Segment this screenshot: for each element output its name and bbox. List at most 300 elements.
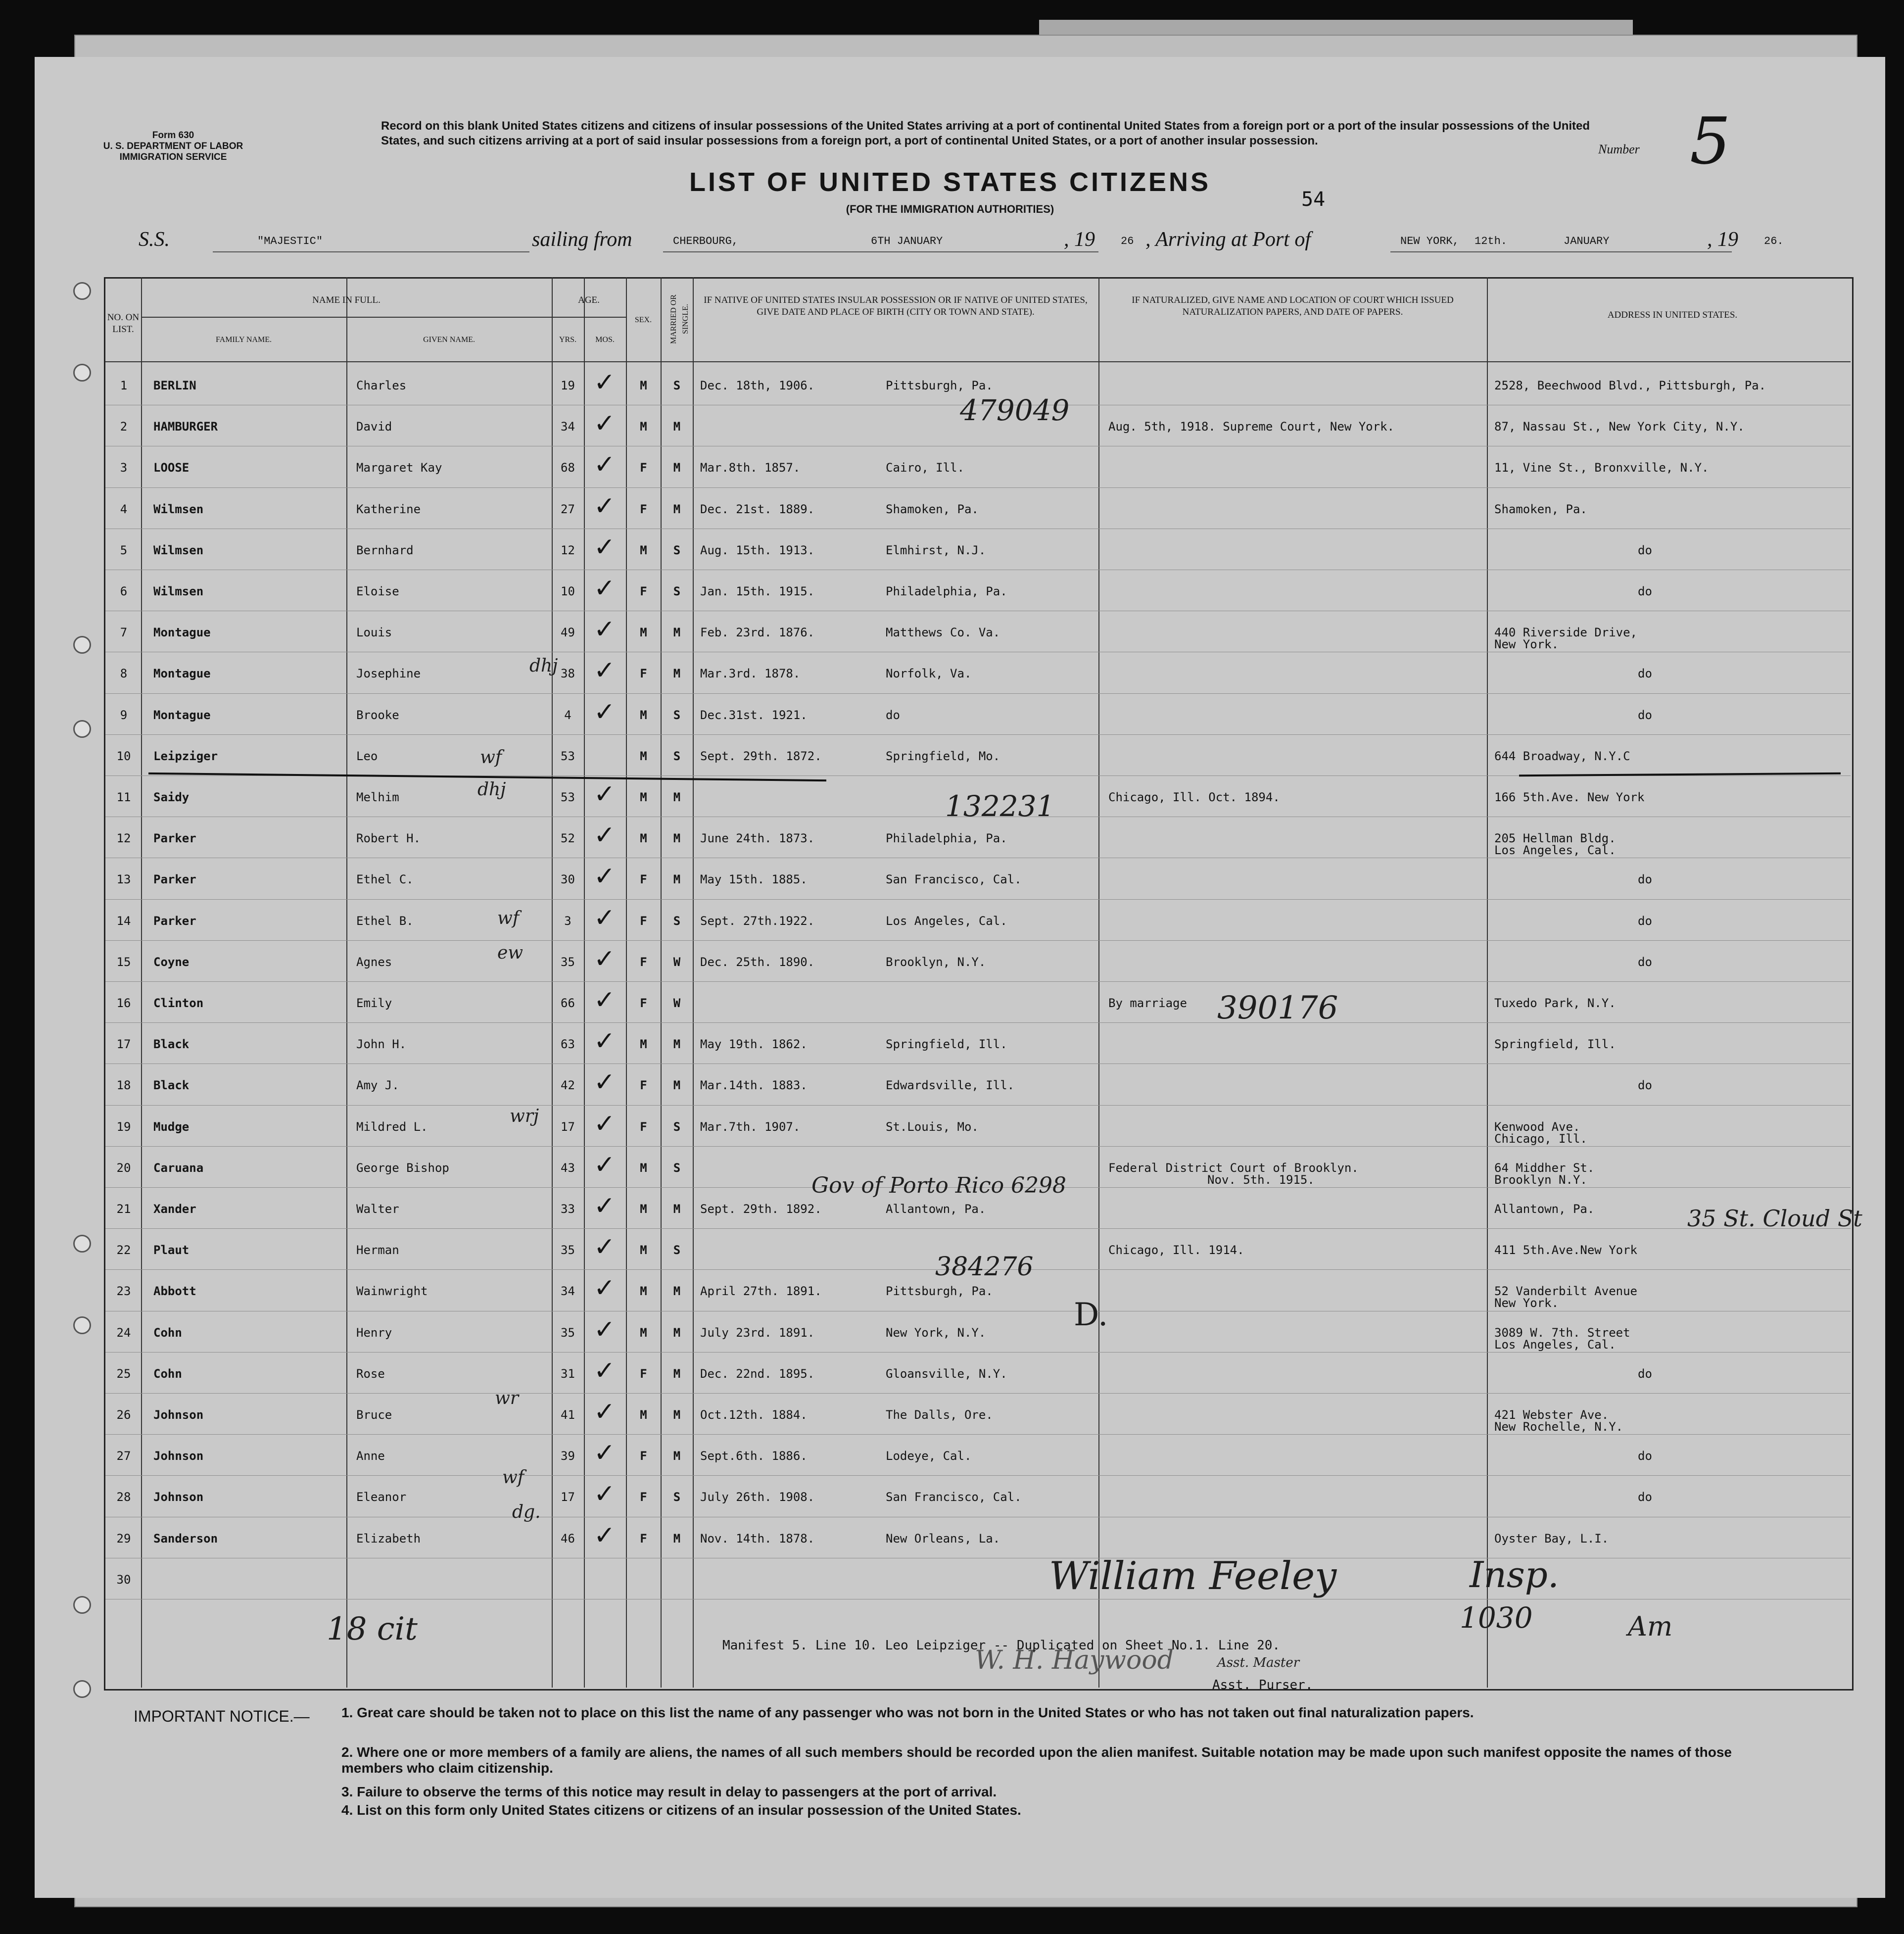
birth-place: San Francisco, Cal.	[886, 872, 1022, 887]
row-number: 21	[116, 1202, 131, 1216]
manifest-note: Manifest 5. Line 10. Leo Leipziger -- Duplicated on Sheet No.1. Line 20.	[722, 1638, 1281, 1653]
birth-place: New York, N.Y.	[886, 1325, 986, 1340]
check-mark-icon: ✓	[594, 368, 616, 397]
sex: M	[640, 790, 647, 804]
birth-date: April 27th. 1891.	[700, 1284, 822, 1299]
check-mark-icon: ✓	[594, 862, 616, 892]
inspector-signature: William Feeley	[1049, 1554, 1337, 1598]
row-number: 17	[116, 1037, 131, 1052]
family-name: Mudge	[153, 1119, 190, 1134]
header-rule	[141, 317, 626, 318]
column-rule	[1487, 277, 1488, 1688]
list-number: 5	[1690, 103, 1731, 179]
given-name: Louis	[356, 626, 392, 640]
marital-status: M	[673, 626, 681, 640]
purser-label: Asst. Purser.	[1212, 1678, 1313, 1692]
address: do	[1638, 955, 1652, 969]
sex: M	[640, 543, 647, 557]
birth-date: Mar.3rd. 1878.	[700, 667, 801, 681]
column-rule	[141, 277, 142, 1688]
sex: F	[640, 1078, 647, 1093]
age-years: 46	[561, 1531, 575, 1546]
check-mark-icon: ✓	[594, 944, 616, 974]
given-name: Melhim	[356, 790, 399, 804]
age-years: 33	[561, 1202, 575, 1216]
address: do	[1638, 1490, 1652, 1504]
sex: F	[640, 1119, 647, 1134]
family-name: Johnson	[153, 1490, 204, 1504]
marital-status: M	[673, 1078, 681, 1093]
sex: M	[640, 1408, 647, 1422]
given-name: John H.	[356, 1037, 407, 1052]
given-name: Charles	[356, 379, 407, 392]
page-subtitle: (FOR THE IMMIGRATION AUTHORITIES)	[846, 203, 1054, 215]
age-years: 66	[561, 996, 575, 1010]
marital-status: M	[673, 1531, 681, 1546]
handwritten-address: 35 St. Cloud St	[1687, 1205, 1862, 1232]
birth-date: Feb. 23rd. 1876.	[700, 626, 815, 640]
family-name: Wilmsen	[153, 502, 204, 516]
family-name: Montague	[153, 626, 211, 640]
binder-hole	[73, 364, 91, 382]
given-name: David	[356, 420, 392, 434]
age-years: 35	[561, 955, 575, 969]
row-number: 23	[116, 1284, 131, 1299]
birth-place: Lodeye, Cal.	[886, 1449, 972, 1463]
age-years: 35	[561, 1325, 575, 1340]
marital-status: M	[673, 420, 681, 434]
column-rule	[346, 277, 347, 1688]
row-number: 5	[120, 543, 128, 557]
family-mark: dhj	[529, 656, 558, 676]
header-no-on-list: NO. ON LIST.	[107, 312, 140, 335]
check-mark-icon: ✓	[594, 1314, 616, 1345]
given-name: Walter	[356, 1202, 399, 1216]
marital-status: W	[673, 996, 681, 1010]
ss-label: S.S.	[139, 228, 170, 251]
handwritten-number: 479049	[960, 393, 1070, 427]
family-mark: wr	[495, 1388, 519, 1408]
service-name: IMMIGRATION SERVICE	[119, 152, 227, 162]
row-rule	[105, 1352, 1851, 1353]
year-to-prefix: , 19	[1707, 228, 1738, 251]
age-years: 19	[561, 379, 575, 392]
naturalization-line-2: Nov. 5th. 1915.	[1207, 1172, 1315, 1187]
address: do	[1638, 708, 1652, 722]
check-mark-icon: ✓	[594, 1150, 616, 1180]
address: 421 Webster Ave.	[1494, 1408, 1609, 1422]
family-name: HAMBURGER	[153, 420, 218, 434]
marital-status: S	[673, 584, 681, 598]
row-number: 19	[116, 1119, 131, 1134]
sex: M	[640, 1243, 647, 1257]
address-line-2: New York.	[1494, 1296, 1559, 1310]
given-name: Rose	[356, 1366, 385, 1381]
family-mark: dg.	[512, 1502, 541, 1522]
birth-place: Cairo, Ill.	[886, 461, 964, 475]
family-name: Black	[153, 1037, 190, 1052]
given-name: Elizabeth	[356, 1531, 421, 1546]
check-mark-icon: ✓	[594, 779, 616, 809]
given-name: Wainwright	[356, 1284, 428, 1299]
arriving-label: , Arriving at Port of	[1145, 228, 1311, 251]
given-name: Eleanor	[356, 1490, 407, 1504]
notice-item: 3. Failure to observe the terms of this notice may result in delay to passengers at the port of arrival.	[341, 1784, 997, 1799]
date-from: 6TH JANUARY	[871, 235, 943, 247]
check-mark-icon: ✓	[594, 1232, 616, 1262]
sailing-label: sailing from	[532, 228, 632, 251]
handwritten-note: Gov of Porto Rico 6298	[811, 1173, 1067, 1198]
handwritten-number: 384276	[935, 1252, 1034, 1282]
age-years: 31	[561, 1366, 575, 1381]
row-number: 30	[116, 1572, 131, 1587]
check-mark-icon: ✓	[594, 1520, 616, 1550]
marital-status: S	[673, 914, 681, 928]
family-name: Xander	[153, 1202, 196, 1216]
age-years: 17	[561, 1119, 575, 1134]
marital-status: W	[673, 955, 681, 969]
age-years: 38	[561, 667, 575, 681]
given-name: Brooke	[356, 708, 399, 722]
row-number: 28	[116, 1490, 131, 1504]
marital-status: M	[673, 1202, 681, 1216]
row-rule	[105, 1022, 1851, 1023]
header-married-single: MARRIED OR SINGLE.	[669, 294, 690, 344]
given-name: Ethel C.	[356, 872, 414, 887]
family-name: Cohn	[153, 1325, 182, 1340]
family-name: Clinton	[153, 996, 204, 1010]
family-name: Wilmsen	[153, 543, 204, 557]
row-number: 20	[116, 1160, 131, 1175]
check-mark-icon: ✓	[594, 1273, 616, 1304]
given-name: Leo	[356, 749, 378, 763]
family-name: BERLIN	[153, 379, 196, 392]
purser-signature: W. H. Haywood	[975, 1645, 1174, 1675]
birth-date: Mar.14th. 1883.	[700, 1078, 808, 1093]
notice-item: 2. Where one or more members of a family are aliens, the names of all such members should be recorded upon the alien manifest. Suitable notation may be made upon such manifest opposite the names of those members who claim citizenship.	[341, 1744, 1732, 1776]
port-from-underline	[663, 251, 1098, 252]
birth-date: Sept.6th. 1886.	[700, 1449, 808, 1463]
check-mark-icon: ✓	[594, 574, 616, 603]
row-number: 13	[116, 872, 131, 887]
birth-date: Dec. 22nd. 1895.	[700, 1366, 815, 1381]
birth-date: Dec. 18th, 1906.	[700, 379, 815, 392]
address: 166 5th.Ave. New York	[1494, 790, 1645, 804]
row-number: 15	[116, 955, 131, 969]
check-mark-icon: ✓	[594, 1109, 616, 1139]
handwritten-number: 390176	[1217, 990, 1338, 1026]
given-name: Josephine	[356, 667, 421, 681]
birth-date: Dec.31st. 1921.	[700, 708, 808, 722]
birth-place: Philadelphia, Pa.	[886, 831, 1007, 846]
sex: M	[640, 749, 647, 763]
row-number: 14	[116, 914, 131, 928]
marital-status: M	[673, 461, 681, 475]
sex: F	[640, 1449, 647, 1463]
ship-underline	[213, 251, 529, 252]
binder-hole	[73, 636, 91, 654]
birth-place: Edwardsville, Ill.	[886, 1078, 1015, 1093]
age-years: 17	[561, 1490, 575, 1504]
sex: F	[640, 461, 647, 475]
birth-date: May 19th. 1862.	[700, 1037, 808, 1052]
naturalization: Chicago, Ill. 1914.	[1108, 1243, 1244, 1257]
arrival-month: JANUARY	[1564, 235, 1610, 247]
age-years: 52	[561, 831, 575, 846]
age-years: 27	[561, 502, 575, 516]
check-mark-icon: ✓	[594, 1067, 616, 1098]
birth-place: do	[886, 708, 900, 722]
check-mark-icon: ✓	[594, 409, 616, 439]
given-name: Ethel B.	[356, 914, 414, 928]
sex: F	[640, 1366, 647, 1381]
ship-name: "MAJESTIC"	[257, 235, 323, 247]
row-rule	[105, 1146, 1851, 1147]
family-name: Plaut	[153, 1243, 190, 1257]
page-title: LIST OF UNITED STATES CITIZENS	[689, 167, 1211, 197]
row-rule	[105, 1393, 1851, 1394]
address: do	[1638, 872, 1652, 887]
row-number: 26	[116, 1408, 131, 1422]
given-name: Herman	[356, 1243, 399, 1257]
sex: F	[640, 584, 647, 598]
birth-date: June 24th. 1873.	[700, 831, 815, 846]
year-to: 26.	[1764, 235, 1784, 247]
family-name: Black	[153, 1078, 190, 1093]
header-bottom-rule	[105, 361, 1851, 362]
family-name: Montague	[153, 667, 211, 681]
sex: M	[640, 1160, 647, 1175]
row-number: 25	[116, 1366, 131, 1381]
birth-place: New Orleans, La.	[886, 1531, 1000, 1546]
family-mark: wf	[502, 1467, 524, 1488]
address: 87, Nassau St., New York City, N.Y.	[1494, 420, 1745, 434]
family-name: Caruana	[153, 1160, 204, 1175]
row-number: 2	[120, 420, 128, 434]
binder-hole	[73, 1596, 91, 1614]
family-name: Abbott	[153, 1284, 196, 1299]
check-mark-icon: ✓	[594, 1355, 616, 1386]
header-age: AGE.	[578, 295, 600, 305]
birth-place: St.Louis, Mo.	[886, 1119, 979, 1134]
address: do	[1638, 584, 1652, 598]
family-name: Parker	[153, 872, 196, 887]
age-years: 39	[561, 1449, 575, 1463]
birth-place: Gloansville, N.Y.	[886, 1366, 1007, 1381]
binder-hole	[73, 1316, 91, 1334]
sex: M	[640, 1037, 647, 1052]
birth-date: Nov. 14th. 1878.	[700, 1531, 815, 1546]
age-years: 49	[561, 626, 575, 640]
header-name-in-full: NAME IN FULL.	[312, 295, 381, 305]
birth-place: Springfield, Mo.	[886, 749, 1000, 763]
family-name: Johnson	[153, 1408, 204, 1422]
birth-place: Philadelphia, Pa.	[886, 584, 1007, 598]
form-number: Form 630	[152, 130, 194, 141]
row-number: 24	[116, 1325, 131, 1340]
address: 205 Hellman Bldg.	[1494, 831, 1616, 846]
given-name: Amy J.	[356, 1078, 399, 1093]
header-naturalized: IF NATURALIZED, GIVE NAME AND LOCATION OF COURT WHICH ISSUED NATURALIZATION PAPERS, AND DATE OF PAPERS.	[1132, 295, 1454, 317]
header-birth: IF NATIVE OF UNITED STATES INSULAR POSSESSION OR IF NATIVE OF UNITED STATES, GIVE DATE AND PLACE OF BIRTH (CITY OR TOWN AND STATE).	[704, 295, 1088, 317]
family-name: Parker	[153, 831, 196, 846]
row-rule	[105, 693, 1851, 694]
passenger-table	[104, 277, 1854, 1691]
row-number: 29	[116, 1531, 131, 1546]
marital-status: M	[673, 1408, 681, 1422]
number-label: Number	[1598, 142, 1640, 156]
row-rule	[105, 1434, 1851, 1435]
notice-item: 4. List on this form only United States citizens or citizens of an insular possession of the United States.	[341, 1802, 1021, 1818]
address: Shamoken, Pa.	[1494, 502, 1587, 516]
marital-status: S	[673, 1160, 681, 1175]
address-line-2: Los Angeles, Cal.	[1494, 843, 1616, 858]
row-number: 6	[120, 584, 128, 598]
row-rule	[105, 981, 1851, 982]
port-to: NEW YORK,	[1400, 235, 1459, 247]
column-rule	[1098, 277, 1099, 1688]
sex: F	[640, 872, 647, 887]
family-mark: wf	[497, 908, 520, 928]
birth-date: Sept. 27th.1922.	[700, 914, 815, 928]
address: Allantown, Pa.	[1494, 1202, 1595, 1216]
address: Tuxedo Park, N.Y.	[1494, 996, 1616, 1010]
check-mark-icon: ✓	[594, 821, 616, 851]
sex: F	[640, 502, 647, 516]
given-name: Katherine	[356, 502, 421, 516]
notice-label: IMPORTANT NOTICE.—	[134, 1707, 310, 1725]
family-name: Wilmsen	[153, 584, 204, 598]
manifest-page	[35, 57, 1885, 1898]
sex: M	[640, 1202, 647, 1216]
row-rule	[105, 1105, 1851, 1106]
check-mark-icon: ✓	[594, 1026, 616, 1057]
address-line-2: New Rochelle, N.Y.	[1494, 1420, 1623, 1434]
row-rule	[105, 1228, 1851, 1229]
address: do	[1638, 914, 1652, 928]
birth-date: July 23rd. 1891.	[700, 1325, 815, 1340]
given-name: Eloise	[356, 584, 399, 598]
address-line-2: New York.	[1494, 637, 1559, 652]
address: Oyster Bay, L.I.	[1494, 1531, 1609, 1546]
given-name: Agnes	[356, 955, 392, 969]
row-number: 1	[120, 379, 128, 392]
naturalization: Chicago, Ill. Oct. 1894.	[1108, 790, 1280, 804]
row-number: 3	[120, 461, 128, 475]
marital-status: S	[673, 749, 681, 763]
family-name: Montague	[153, 708, 211, 722]
birth-place: The Dalls, Ore.	[886, 1408, 993, 1422]
sex: M	[640, 626, 647, 640]
header-mos: MOS.	[595, 336, 615, 344]
address-line-2: Brooklyn N.Y.	[1494, 1172, 1587, 1187]
age-years: 3	[564, 914, 571, 928]
given-name: Emily	[356, 996, 392, 1010]
address: do	[1638, 1449, 1652, 1463]
marital-status: M	[673, 790, 681, 804]
assistant-note: Asst. Master	[1217, 1655, 1300, 1670]
birth-place: Los Angeles, Cal.	[886, 914, 1007, 928]
check-mark-icon: ✓	[594, 1191, 616, 1221]
row-number: 8	[120, 667, 128, 681]
citizen-count-note: 18 cit	[327, 1611, 418, 1647]
sex: M	[640, 379, 647, 392]
handwritten-mark: D.	[1074, 1297, 1108, 1333]
check-mark-icon: ✓	[594, 656, 616, 686]
address: Springfield, Ill.	[1494, 1037, 1616, 1052]
sex: F	[640, 1531, 647, 1546]
year-from-prefix: , 19	[1064, 228, 1095, 251]
sex: M	[640, 1284, 647, 1299]
column-rule	[661, 277, 662, 1688]
marital-status: S	[673, 379, 681, 392]
family-name: Coyne	[153, 955, 190, 969]
column-rule	[584, 277, 585, 1688]
family-name: Saidy	[153, 790, 190, 804]
age-years: 10	[561, 584, 575, 598]
row-rule	[105, 487, 1851, 488]
address: 52 Vanderbilt Avenue	[1494, 1284, 1637, 1299]
record-instructions: Record on this blank United States citizens and citizens of insular possessions of the United States arriving at a port of continental United States from a foreign port or a port of the insular possessions of the United States, and such citizens arriving at a port of said insular possessions from a foreign port, a port of continental United States, or a port of another insular possession.	[381, 119, 1590, 147]
marital-status: M	[673, 1325, 681, 1340]
given-name: Robert H.	[356, 831, 421, 846]
birth-place: Springfield, Ill.	[886, 1037, 1007, 1052]
row-number: 12	[116, 831, 131, 846]
age-years: 53	[561, 749, 575, 763]
marital-status: S	[673, 1490, 681, 1504]
address: 11, Vine St., Bronxville, N.Y.	[1494, 461, 1709, 475]
sex: M	[640, 1325, 647, 1340]
binder-hole	[73, 720, 91, 738]
age-years: 43	[561, 1160, 575, 1175]
marital-status: M	[673, 872, 681, 887]
age-years: 42	[561, 1078, 575, 1093]
row-number: 22	[116, 1243, 131, 1257]
check-mark-icon: ✓	[594, 1397, 616, 1427]
marital-status: M	[673, 1366, 681, 1381]
row-number: 10	[116, 749, 131, 763]
naturalization: By marriage	[1108, 996, 1187, 1010]
address: Kenwood Ave.	[1494, 1119, 1580, 1134]
address: 411 5th.Ave.New York	[1494, 1243, 1637, 1257]
row-number: 27	[116, 1449, 131, 1463]
header-given-name: GIVEN NAME.	[423, 336, 475, 344]
marital-status: S	[673, 543, 681, 557]
age-years: 53	[561, 790, 575, 804]
birth-date: Sept. 29th. 1872.	[700, 749, 822, 763]
check-mark-icon: ✓	[594, 1479, 616, 1509]
binder-hole	[73, 1680, 91, 1698]
given-name: Bernhard	[356, 543, 414, 557]
marital-status: M	[673, 667, 681, 681]
family-name: Leipziger	[153, 749, 218, 763]
birth-date: Oct.12th. 1884.	[700, 1408, 808, 1422]
inspector-code: 1030	[1460, 1601, 1533, 1635]
birth-place: Brooklyn, N.Y.	[886, 955, 986, 969]
age-years: 35	[561, 1243, 575, 1257]
birth-place: Pittsburgh, Pa.	[886, 1284, 993, 1299]
birth-date: Dec. 25th. 1890.	[700, 955, 815, 969]
row-number: 7	[120, 626, 128, 640]
column-rule	[552, 277, 553, 1688]
header-sex: SEX.	[634, 316, 652, 324]
binder-hole	[73, 282, 91, 300]
naturalization: Aug. 5th, 1918. Supreme Court, New York.	[1108, 420, 1394, 434]
given-name: Bruce	[356, 1408, 392, 1422]
form-identifier	[99, 130, 247, 163]
birth-date: Jan. 15th. 1915.	[700, 584, 815, 598]
age-years: 34	[561, 1284, 575, 1299]
